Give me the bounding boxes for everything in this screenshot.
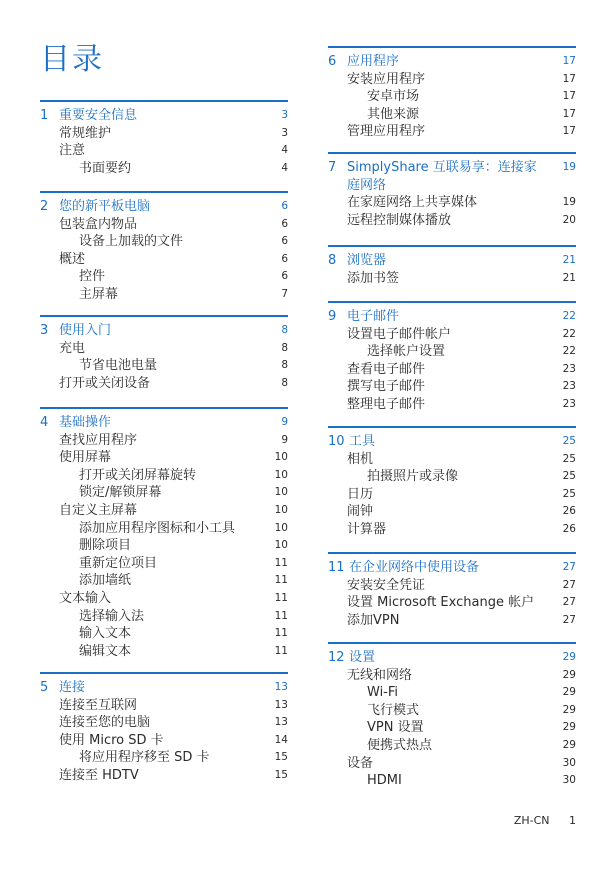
- entry-page-number: 15: [274, 768, 288, 781]
- entry-page-number: 25: [562, 487, 576, 500]
- chapter-title: 您的新平板电脑: [59, 199, 151, 214]
- entry-title: 连接至 HDTV: [59, 767, 139, 783]
- entry-title: 概述: [59, 251, 86, 267]
- entry-page-number: 29: [562, 686, 576, 699]
- toc-entry[interactable]: [40, 572, 288, 590]
- chapter-number: 12: [328, 650, 345, 665]
- entry-title: 节省电池电量: [79, 358, 158, 374]
- entry-page-number: 6: [281, 235, 288, 248]
- entry-title: HDMI: [367, 773, 402, 789]
- toc-entry[interactable]: [40, 449, 288, 467]
- section-divider: [40, 407, 288, 409]
- entry-page-number: 22: [562, 327, 576, 340]
- chapter-number: 10: [328, 434, 345, 449]
- entry-title: 锁定/解锁屏幕: [79, 485, 162, 501]
- toc-section: [40, 100, 288, 177]
- entry-title: 包装盒内物品: [59, 216, 138, 232]
- entry-title: 设备: [347, 755, 374, 771]
- entry-page-number: 17: [562, 72, 576, 85]
- entry-page-number: 27: [562, 613, 576, 626]
- entry-page-number: 10: [274, 486, 288, 499]
- page-title: 目录: [40, 42, 104, 77]
- entry-title: 添加应用程序图标和小工具: [79, 520, 236, 536]
- entry-title: 日历: [347, 486, 374, 502]
- toc-entry[interactable]: [40, 714, 288, 732]
- entry-page-number: 10: [274, 503, 288, 516]
- chapter-title: 在企业网络中使用设备: [349, 560, 480, 575]
- toc-chapter-heading[interactable]: [40, 679, 288, 697]
- chapter-page-number: 17: [562, 55, 576, 67]
- entry-title: 添加书签: [347, 270, 400, 286]
- chapter-page-number: 8: [281, 324, 288, 336]
- toc-entry[interactable]: [40, 484, 288, 502]
- entry-page-number: 15: [274, 751, 288, 764]
- entry-title: 查看电子邮件: [347, 361, 426, 377]
- chapter-number: 8: [328, 253, 337, 268]
- entry-title: 撰写电子邮件: [347, 379, 426, 395]
- entry-title: 添加VPN: [347, 612, 400, 628]
- toc-entry[interactable]: [328, 378, 576, 396]
- toc-chapter-heading[interactable]: [328, 308, 576, 326]
- entry-title: 连接至互联网: [59, 697, 138, 713]
- section-divider: [328, 301, 576, 303]
- entry-page-number: 3: [281, 126, 288, 139]
- entry-page-number: 27: [562, 596, 576, 609]
- entry-title: 设置 Microsoft Exchange 帐户: [347, 595, 535, 611]
- entry-title: 充电: [59, 340, 86, 356]
- toc-entry[interactable]: [328, 486, 576, 504]
- entry-title: 整理电子邮件: [347, 396, 426, 412]
- entry-page-number: 30: [562, 756, 576, 769]
- chapter-title: 重要安全信息: [59, 108, 138, 123]
- entry-title: 安卓市场: [367, 89, 420, 105]
- toc-entry[interactable]: [40, 251, 288, 269]
- entry-title: 安装应用程序: [347, 71, 426, 87]
- entry-title: 无线和网络: [347, 667, 413, 683]
- entry-title: 管理应用程序: [347, 124, 426, 140]
- toc-entry[interactable]: [328, 772, 576, 790]
- toc-entry[interactable]: [40, 502, 288, 520]
- toc-entry[interactable]: [328, 451, 576, 469]
- toc-entry[interactable]: [40, 732, 288, 750]
- chapter-title: 应用程序: [347, 54, 400, 69]
- chapter-title: 工具: [349, 434, 376, 449]
- entry-title: 计算器: [347, 521, 387, 537]
- entry-page-number: 14: [274, 733, 288, 746]
- toc-entry[interactable]: [40, 608, 288, 626]
- toc-entry[interactable]: [40, 216, 288, 234]
- entry-title: 相机: [347, 451, 374, 467]
- chapter-number: 2: [40, 199, 49, 214]
- entry-page-number: 8: [281, 341, 288, 354]
- toc-entry[interactable]: [328, 194, 576, 212]
- chapter-number: 1: [40, 108, 49, 123]
- toc-entry[interactable]: [328, 106, 576, 124]
- chapter-number: 3: [40, 323, 49, 338]
- toc-entry[interactable]: [40, 125, 288, 143]
- entry-page-number: 22: [562, 345, 576, 358]
- toc-entry[interactable]: [328, 343, 576, 361]
- toc-entry[interactable]: [40, 233, 288, 251]
- chapter-page-number: 13: [274, 681, 288, 693]
- chapter-title: 电子邮件: [347, 309, 400, 324]
- toc-section: [328, 245, 576, 287]
- chapter-title: 设置: [349, 650, 376, 665]
- entry-page-number: 8: [281, 376, 288, 389]
- entry-title: 打开或关闭设备: [59, 375, 151, 391]
- toc-entry[interactable]: [328, 521, 576, 539]
- toc-section: [328, 46, 576, 141]
- page-footer: [514, 814, 576, 827]
- toc-entry[interactable]: [40, 625, 288, 643]
- toc-entry[interactable]: [40, 697, 288, 715]
- chapter-page-number: 21: [562, 254, 576, 266]
- toc-entry[interactable]: [40, 520, 288, 538]
- toc-chapter-heading[interactable]: [40, 107, 288, 125]
- entry-title: VPN 设置: [367, 720, 424, 736]
- chapter-number: 11: [328, 560, 345, 575]
- toc-entry[interactable]: [328, 212, 576, 230]
- entry-page-number: 29: [562, 738, 576, 751]
- chapter-number: 6: [328, 54, 337, 69]
- entry-page-number: 11: [274, 574, 288, 587]
- toc-entry[interactable]: [40, 375, 288, 393]
- toc-section: [328, 152, 576, 229]
- entry-page-number: 27: [562, 578, 576, 591]
- entry-page-number: 6: [281, 252, 288, 265]
- entry-page-number: 7: [281, 287, 288, 300]
- toc-chapter-heading[interactable]: [40, 198, 288, 216]
- toc-entry[interactable]: [40, 643, 288, 661]
- toc-chapter-heading[interactable]: [40, 414, 288, 432]
- entry-page-number: 25: [562, 452, 576, 465]
- entry-title: 删除项目: [79, 538, 132, 554]
- toc-entry[interactable]: [40, 590, 288, 608]
- entry-page-number: 13: [274, 698, 288, 711]
- toc-chapter-heading[interactable]: [328, 649, 576, 667]
- toc-entry[interactable]: [40, 537, 288, 555]
- entry-title: 使用 Micro SD 卡: [59, 732, 164, 748]
- toc-section: [40, 191, 288, 304]
- chapter-page-number: 22: [562, 310, 576, 322]
- entry-page-number: 23: [562, 362, 576, 375]
- entry-page-number: 11: [274, 609, 288, 622]
- toc-entry[interactable]: [328, 326, 576, 344]
- entry-title: 便携式热点: [367, 737, 433, 753]
- toc-entry[interactable]: [40, 749, 288, 767]
- entry-page-number: 19: [562, 196, 576, 209]
- toc-chapter-heading[interactable]: [328, 252, 576, 270]
- entry-title: 安装安全凭证: [347, 577, 426, 593]
- entry-title: 常规维护: [59, 125, 112, 141]
- toc-chapter-heading[interactable]: [328, 433, 576, 451]
- toc-section: [40, 315, 288, 392]
- entry-title: 控件: [79, 269, 106, 285]
- entry-title: 其他来源: [367, 106, 420, 122]
- toc-section: [328, 301, 576, 414]
- entry-title: Wi-Fi: [367, 685, 399, 701]
- entry-page-number: 25: [562, 470, 576, 483]
- entry-page-number: 10: [274, 521, 288, 534]
- chapter-number: 5: [40, 680, 49, 695]
- entry-title: 查找应用程序: [59, 432, 138, 448]
- entry-page-number: 26: [562, 522, 576, 535]
- toc-section: [40, 672, 288, 785]
- toc-entry[interactable]: [328, 270, 576, 288]
- chapter-page-number: 3: [281, 109, 288, 121]
- toc-section: [328, 552, 576, 629]
- entry-page-number: 11: [274, 644, 288, 657]
- entry-page-number: 29: [562, 703, 576, 716]
- toc-entry[interactable]: [40, 555, 288, 573]
- toc-section: [40, 407, 288, 660]
- entry-page-number: 4: [281, 161, 288, 174]
- toc-entry[interactable]: [328, 612, 576, 630]
- section-divider: [328, 552, 576, 554]
- chapter-title: 基础操作: [59, 415, 112, 430]
- entry-title: 注意: [59, 143, 86, 159]
- chapter-page-number: 27: [562, 561, 576, 573]
- entry-page-number: 21: [562, 271, 576, 284]
- section-divider: [328, 152, 576, 154]
- entry-page-number: 13: [274, 716, 288, 729]
- section-divider: [328, 426, 576, 428]
- toc-entry[interactable]: [40, 142, 288, 160]
- entry-page-number: 4: [281, 144, 288, 157]
- toc-chapter-heading[interactable]: [40, 322, 288, 340]
- chapter-title: 连接: [59, 680, 86, 695]
- entry-title: 选择输入法: [79, 608, 145, 624]
- toc-entry[interactable]: [328, 88, 576, 106]
- chapter-number: 9: [328, 309, 337, 324]
- toc-entry[interactable]: [328, 594, 576, 612]
- toc-entry[interactable]: [328, 503, 576, 521]
- language-code: ZH-CN: [513, 814, 550, 827]
- entry-page-number: 26: [562, 505, 576, 518]
- entry-title: 自定义主屏幕: [59, 502, 138, 518]
- section-divider: [328, 642, 576, 644]
- entry-title: 文本输入: [59, 590, 112, 606]
- entry-page-number: 17: [562, 125, 576, 138]
- toc-entry[interactable]: [40, 268, 288, 286]
- entry-title: 书面要约: [79, 160, 132, 176]
- chapter-page-number: 6: [281, 200, 288, 212]
- toc-chapter-heading[interactable]: [328, 559, 576, 577]
- toc-entry[interactable]: [328, 719, 576, 737]
- toc-section: [328, 426, 576, 539]
- chapter-title: SimplyShare 互联易享：连接家庭网络: [347, 160, 537, 193]
- toc-entry[interactable]: [328, 684, 576, 702]
- section-divider: [40, 315, 288, 317]
- chapter-title: 浏览器: [347, 253, 387, 268]
- entry-page-number: 17: [562, 90, 576, 103]
- toc-entry[interactable]: [328, 361, 576, 379]
- entry-page-number: 10: [274, 539, 288, 552]
- entry-page-number: 6: [281, 217, 288, 230]
- toc-entry[interactable]: [328, 396, 576, 414]
- chapter-page-number: 19: [562, 161, 576, 173]
- toc-entry[interactable]: [328, 468, 576, 486]
- entry-page-number: 10: [274, 468, 288, 481]
- toc-entry[interactable]: [328, 577, 576, 595]
- section-divider: [328, 46, 576, 48]
- toc-entry[interactable]: [328, 702, 576, 720]
- page-number: 1: [569, 814, 576, 827]
- entry-title: 输入文本: [79, 626, 132, 642]
- chapter-page-number: 29: [562, 651, 576, 663]
- chapter-page-number: 9: [281, 416, 288, 428]
- entry-page-number: 11: [274, 556, 288, 569]
- entry-title: 飞行模式: [367, 702, 420, 718]
- toc-entry[interactable]: [40, 160, 288, 178]
- toc-entry[interactable]: [40, 432, 288, 450]
- entry-title: 连接至您的电脑: [59, 715, 151, 731]
- entry-title: 编辑文本: [79, 643, 132, 659]
- section-divider: [40, 100, 288, 102]
- entry-title: 在家庭网络上共享媒体: [347, 195, 478, 211]
- chapter-page-number: 25: [562, 435, 576, 447]
- toc-entry[interactable]: [328, 71, 576, 89]
- chapter-number: 7: [328, 160, 337, 175]
- section-divider: [328, 245, 576, 247]
- entry-page-number: 11: [274, 591, 288, 604]
- entry-title: 选择帐户设置: [367, 344, 446, 360]
- toc-entry[interactable]: [40, 467, 288, 485]
- entry-title: 将应用程序移至 SD 卡: [79, 750, 210, 766]
- chapter-number: 4: [40, 415, 49, 430]
- entry-page-number: 6: [281, 270, 288, 283]
- toc-entry[interactable]: [40, 340, 288, 358]
- entry-page-number: 10: [274, 451, 288, 464]
- entry-page-number: 29: [562, 721, 576, 734]
- entry-page-number: 8: [281, 359, 288, 372]
- entry-title: 设备上加载的文件: [79, 234, 184, 250]
- entry-title: 拍摄照片或录像: [367, 469, 459, 485]
- entry-title: 远程控制媒体播放: [347, 212, 452, 228]
- section-divider: [40, 191, 288, 193]
- toc-section: [328, 642, 576, 790]
- toc-entry[interactable]: [328, 737, 576, 755]
- toc-entry[interactable]: [328, 667, 576, 685]
- toc-entry[interactable]: [40, 286, 288, 304]
- toc-chapter-heading[interactable]: [328, 53, 576, 71]
- toc-entry[interactable]: [40, 767, 288, 785]
- entry-page-number: 11: [274, 627, 288, 640]
- entry-page-number: 29: [562, 668, 576, 681]
- entry-page-number: 23: [562, 397, 576, 410]
- entry-page-number: 23: [562, 380, 576, 393]
- entry-title: 使用屏幕: [59, 450, 112, 466]
- chapter-title: 使用入门: [59, 323, 112, 338]
- entry-title: 主屏幕: [79, 286, 119, 302]
- toc-entry[interactable]: [328, 755, 576, 773]
- entry-title: 打开或关闭屏幕旋转: [79, 467, 197, 483]
- entry-page-number: 30: [562, 774, 576, 787]
- entry-title: 设置电子邮件帐户: [347, 326, 452, 342]
- toc-entry[interactable]: [40, 357, 288, 375]
- entry-page-number: 17: [562, 107, 576, 120]
- entry-page-number: 20: [562, 213, 576, 226]
- toc-entry[interactable]: [328, 123, 576, 141]
- toc-chapter-heading[interactable]: [328, 159, 576, 194]
- entry-title: 添加墙纸: [79, 573, 132, 589]
- section-divider: [40, 672, 288, 674]
- entry-page-number: 9: [281, 433, 288, 446]
- entry-title: 闹钟: [347, 504, 374, 520]
- entry-title: 重新定位项目: [79, 555, 158, 571]
